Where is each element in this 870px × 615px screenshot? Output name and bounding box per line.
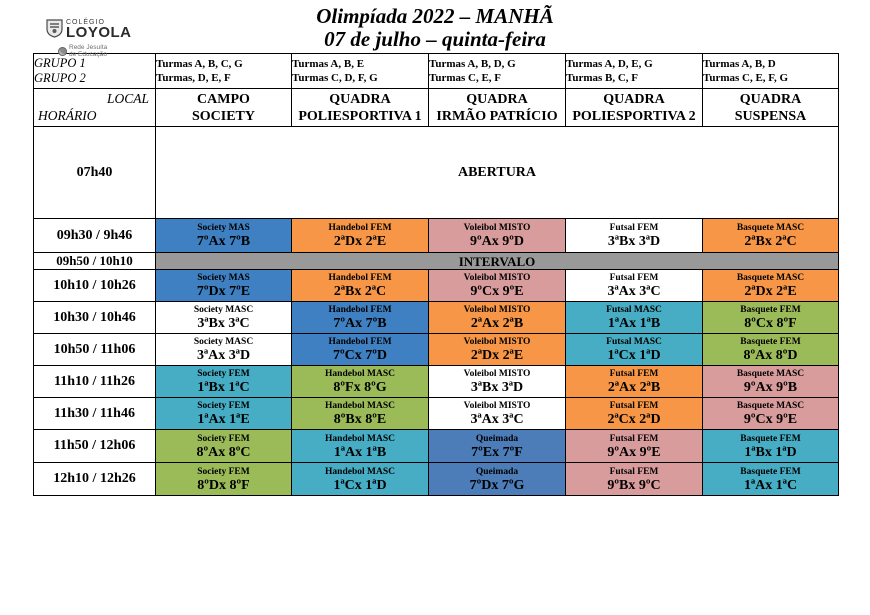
schedule-cell (429, 302, 566, 334)
schedule-cell (703, 398, 839, 430)
sport-label: Queimada (475, 433, 519, 444)
schedule-row (34, 302, 839, 334)
turmas-group2: Turmas, D, E, F (156, 72, 231, 84)
schedule-cell (156, 334, 292, 366)
turmas-group2: Turmas C, E, F (429, 72, 502, 84)
venue-name-line2: POLIESPORTIVA 1 (298, 108, 422, 124)
sport-label: Futsal FEM (609, 401, 659, 411)
schedule-cell (566, 430, 703, 463)
teams-label: 2ªDx 2ªE (470, 348, 524, 363)
venue-name-line1: QUADRA (603, 91, 665, 107)
sport-label: Basquete FEM (740, 337, 801, 347)
teams-label: 8ºAx 8ºD (743, 348, 798, 363)
sport-label: Voleibol MISTO (463, 369, 531, 379)
schedule-cell (292, 430, 429, 463)
schedule-cell (703, 463, 839, 496)
schedule-cell (703, 430, 839, 463)
sport-label: Society FEM (197, 369, 250, 379)
teams-label: 1ªAx 1ªE (197, 412, 250, 427)
time-cell: 11h10 / 11h26 (34, 366, 156, 398)
schedule-row (34, 463, 839, 496)
logo-college-name: LOYOLA (66, 24, 132, 41)
schedule-cell (156, 430, 292, 463)
turmas-header (566, 54, 703, 89)
teams-label: 2ªAx 2ªB (470, 316, 524, 331)
teams-label: 9ºCx 9ºE (743, 412, 798, 427)
turmas-header (292, 54, 429, 89)
schedule-table (33, 53, 839, 496)
schedule-cell (566, 219, 703, 253)
schedule-cell (429, 430, 566, 463)
sport-label: Society MASC (193, 305, 254, 315)
venue-name-line2: SOCIETY (191, 108, 256, 124)
teams-label: 7ºEx 7ºF (471, 444, 523, 460)
schedule-cell (703, 270, 839, 302)
sport-label: Society MAS (197, 223, 250, 233)
teams-label: 9ºAx 9ºE (607, 444, 661, 460)
venue-name-line1: CAMPO (197, 91, 250, 107)
venue-name-line2: SUSPENSA (734, 108, 807, 124)
schedule-cell (566, 270, 703, 302)
teams-label: 3ªBx 3ªD (470, 380, 524, 395)
turmas-group1: Turmas A, B, D (703, 58, 776, 70)
local-horario-corner-cell (34, 89, 156, 127)
logo-college-label: COLÉGIO (66, 19, 105, 26)
teams-label: 2ªBx 2ªC (333, 284, 387, 299)
teams-label: 2ªAx 2ªB (607, 380, 661, 395)
intervalo-row (34, 253, 839, 270)
sport-label: Basquete MASC (736, 273, 805, 283)
schedule-cell (292, 366, 429, 398)
schedule-cell (156, 366, 292, 398)
teams-label: 8ºFx 8ºG (333, 380, 387, 395)
schedule-cell (156, 219, 292, 253)
schedule-cell (429, 334, 566, 366)
venue-name-line1: QUADRA (466, 91, 528, 107)
schedule-cell (292, 270, 429, 302)
schedule-row (34, 430, 839, 463)
schedule-cell (292, 334, 429, 366)
teams-label: 3ªBx 3ªC (197, 316, 250, 331)
turmas-group2: Turmas C, D, F, G (292, 72, 378, 84)
intervalo-band: INTERVALO (156, 253, 839, 270)
sport-label: Futsal FEM (609, 223, 659, 233)
sport-label: Handebol MASC (325, 466, 395, 477)
teams-label: 7ºAx 7ºB (196, 234, 251, 249)
venue-name-line2: IRMÃO PATRÍCIO (436, 108, 558, 124)
teams-label: 7ºDx 7ºG (469, 477, 525, 493)
schedule-cell (566, 302, 703, 334)
schedule-cell (703, 219, 839, 253)
sport-label: Basquete MASC (736, 401, 805, 411)
venue-name-line1: QUADRA (329, 91, 391, 107)
sport-label: Society FEM (197, 401, 250, 411)
teams-label: 1ªAx 1ªB (607, 316, 661, 331)
venue-header-quadra-poliesportiva-1 (292, 89, 429, 127)
teams-label: 1ªAx 1ªC (743, 477, 798, 493)
sport-label: Futsal MASC (606, 337, 662, 347)
time-cell: 10h10 / 10h26 (34, 270, 156, 302)
turmas-group1: Turmas A, D, E, G (566, 58, 653, 70)
venues-header-row (34, 89, 839, 127)
sport-label: Handebol FEM (328, 305, 392, 315)
teams-label: 2ªBx 2ªC (744, 234, 797, 249)
schedule-cell (156, 302, 292, 334)
schedule-cell (703, 334, 839, 366)
venue-header-campo-society (156, 89, 292, 127)
logo-network-line1: Rede Jesuíta (69, 44, 108, 51)
grupo2-label: GRUPO 2 (34, 71, 86, 85)
turmas-group1: Turmas A, B, C, G (156, 58, 243, 70)
sport-label: Handebol FEM (328, 223, 392, 233)
sport-label: Basquete FEM (740, 466, 801, 477)
sport-label: Handebol FEM (328, 337, 392, 347)
schedule-cell (566, 366, 703, 398)
sport-label: Voleibol MISTO (463, 337, 531, 347)
schedule-cell (566, 334, 703, 366)
sport-label: Futsal FEM (609, 273, 659, 283)
logo-network-line2: de Educação (69, 51, 107, 58)
teams-label: 2ªCx 2ªD (607, 412, 661, 427)
sport-label: Handebol MASC (325, 401, 395, 411)
schedule-row (34, 366, 839, 398)
time-cell: 11h30 / 11h46 (34, 398, 156, 430)
teams-label: 8ºDx 8ºF (197, 477, 250, 493)
sport-label: Basquete FEM (740, 433, 801, 444)
schedule-cell (429, 366, 566, 398)
teams-label: 1ªBx 1ªC (197, 380, 250, 395)
page-title-line1: Olimpíada 2022 – MANHÃ (316, 4, 554, 28)
schedule-row (34, 219, 839, 253)
venue-header-quadra-suspensa (703, 89, 839, 127)
venue-name-line1: QUADRA (739, 91, 802, 107)
schedule-cell (429, 219, 566, 253)
teams-label: 3ªBx 3ªD (607, 234, 661, 249)
venue-header-quadra-irmao-patricio (429, 89, 566, 127)
sport-label: Futsal MASC (606, 305, 662, 315)
teams-label: 1ªCx 1ªD (333, 477, 387, 493)
sport-label: Basquete MASC (736, 223, 805, 233)
schedule-row (34, 270, 839, 302)
teams-label: 8ºBx 8ºE (333, 412, 387, 427)
schedule-cell (703, 302, 839, 334)
teams-label: 8ºCx 8ºF (744, 316, 797, 331)
loyola-logo (46, 19, 132, 58)
sport-label: Futsal FEM (609, 433, 659, 444)
sport-label: Society FEM (197, 433, 250, 444)
sport-label: Voleibol MISTO (463, 223, 531, 233)
rede-jesuita-icon (58, 47, 67, 56)
sport-label: Basquete MASC (736, 369, 805, 379)
schedule-row (34, 398, 839, 430)
sport-label: Society MAS (197, 273, 250, 283)
time-cell: 11h50 / 12h06 (34, 430, 156, 463)
abertura-row (34, 127, 839, 219)
group-corner-cell (34, 54, 156, 89)
time-cell: 12h10 / 12h26 (34, 463, 156, 496)
schedule-cell (292, 302, 429, 334)
sport-label: Voleibol MISTO (463, 273, 531, 283)
schedule-cell (429, 270, 566, 302)
teams-label: 2ªDx 2ªE (744, 284, 797, 299)
teams-label: 9ºAx 9ºD (470, 234, 524, 249)
schedule-cell (566, 398, 703, 430)
turmas-header (429, 54, 566, 89)
schedule-cell (156, 463, 292, 496)
time-cell: 09h30 / 9h46 (34, 219, 156, 253)
schedule-cell (292, 463, 429, 496)
teams-label: 9ºCx 9ºE (470, 284, 524, 299)
teams-label: 9ºAx 9ºB (743, 380, 798, 395)
venue-name-line2: POLIESPORTIVA 2 (572, 108, 696, 124)
teams-label: 9ºBx 9ºC (607, 477, 661, 493)
turmas-header (703, 54, 839, 89)
teams-label: 2ªDx 2ªE (333, 234, 387, 249)
schedule-row (34, 334, 839, 366)
teams-label: 3ªAx 3ªC (607, 284, 661, 299)
sport-label: Handebol MASC (325, 369, 395, 379)
schedule-cell (292, 398, 429, 430)
schedule-cell (156, 270, 292, 302)
schedule-cell (429, 398, 566, 430)
teams-label: 1ªCx 1ªD (607, 348, 661, 363)
turmas-group1: Turmas A, B, D, G (429, 58, 516, 70)
abertura-cell: ABERTURA (156, 127, 839, 219)
time-cell: 10h50 / 11h06 (34, 334, 156, 366)
sport-label: Voleibol MISTO (463, 305, 531, 315)
sport-label: Basquete FEM (740, 305, 801, 315)
turmas-header (156, 54, 292, 89)
time-cell: 09h50 / 10h10 (34, 253, 156, 270)
horario-label: HORÁRIO (38, 108, 97, 123)
venue-header-quadra-poliesportiva-2 (566, 89, 703, 127)
turmas-group2: Turmas B, C, F (566, 72, 639, 84)
time-cell: 07h40 (34, 127, 156, 219)
teams-label: 7ºCx 7ºD (333, 348, 387, 363)
page-title-line2: 07 de julho – quinta-feira (324, 27, 546, 51)
sport-label: Society FEM (197, 466, 250, 477)
teams-label: 1ªBx 1ªD (744, 444, 797, 460)
local-label: LOCAL (106, 91, 149, 106)
sport-label: Queimada (475, 466, 519, 477)
schedule-cell (703, 366, 839, 398)
time-cell: 10h30 / 10h46 (34, 302, 156, 334)
teams-label: 7ºAx 7ºB (333, 316, 387, 331)
schedule-cell (429, 463, 566, 496)
sport-label: Society MASC (193, 337, 254, 347)
loyola-crest-icon (46, 19, 63, 38)
turmas-group2: Turmas C, E, F, G (703, 72, 789, 84)
teams-label: 7ºDx 7ºE (196, 284, 251, 299)
teams-label: 3ªAx 3ªC (470, 412, 524, 427)
teams-label: 3ªAx 3ªD (196, 348, 251, 363)
schedule-cell (156, 398, 292, 430)
teams-label: 1ªAx 1ªB (333, 444, 387, 460)
teams-label: 8ºAx 8ºC (196, 444, 251, 460)
sport-label: Handebol FEM (328, 273, 392, 283)
schedule-cell (566, 463, 703, 496)
turmas-group1: Turmas A, B, E (292, 58, 365, 70)
sport-label: Voleibol MISTO (463, 401, 531, 411)
sport-label: Handebol MASC (325, 433, 395, 444)
sport-label: Futsal FEM (609, 466, 659, 477)
schedule-cell (292, 219, 429, 253)
grupo1-label: GRUPO 1 (34, 56, 86, 70)
sport-label: Futsal FEM (609, 369, 659, 379)
groups-header-row (34, 54, 839, 89)
